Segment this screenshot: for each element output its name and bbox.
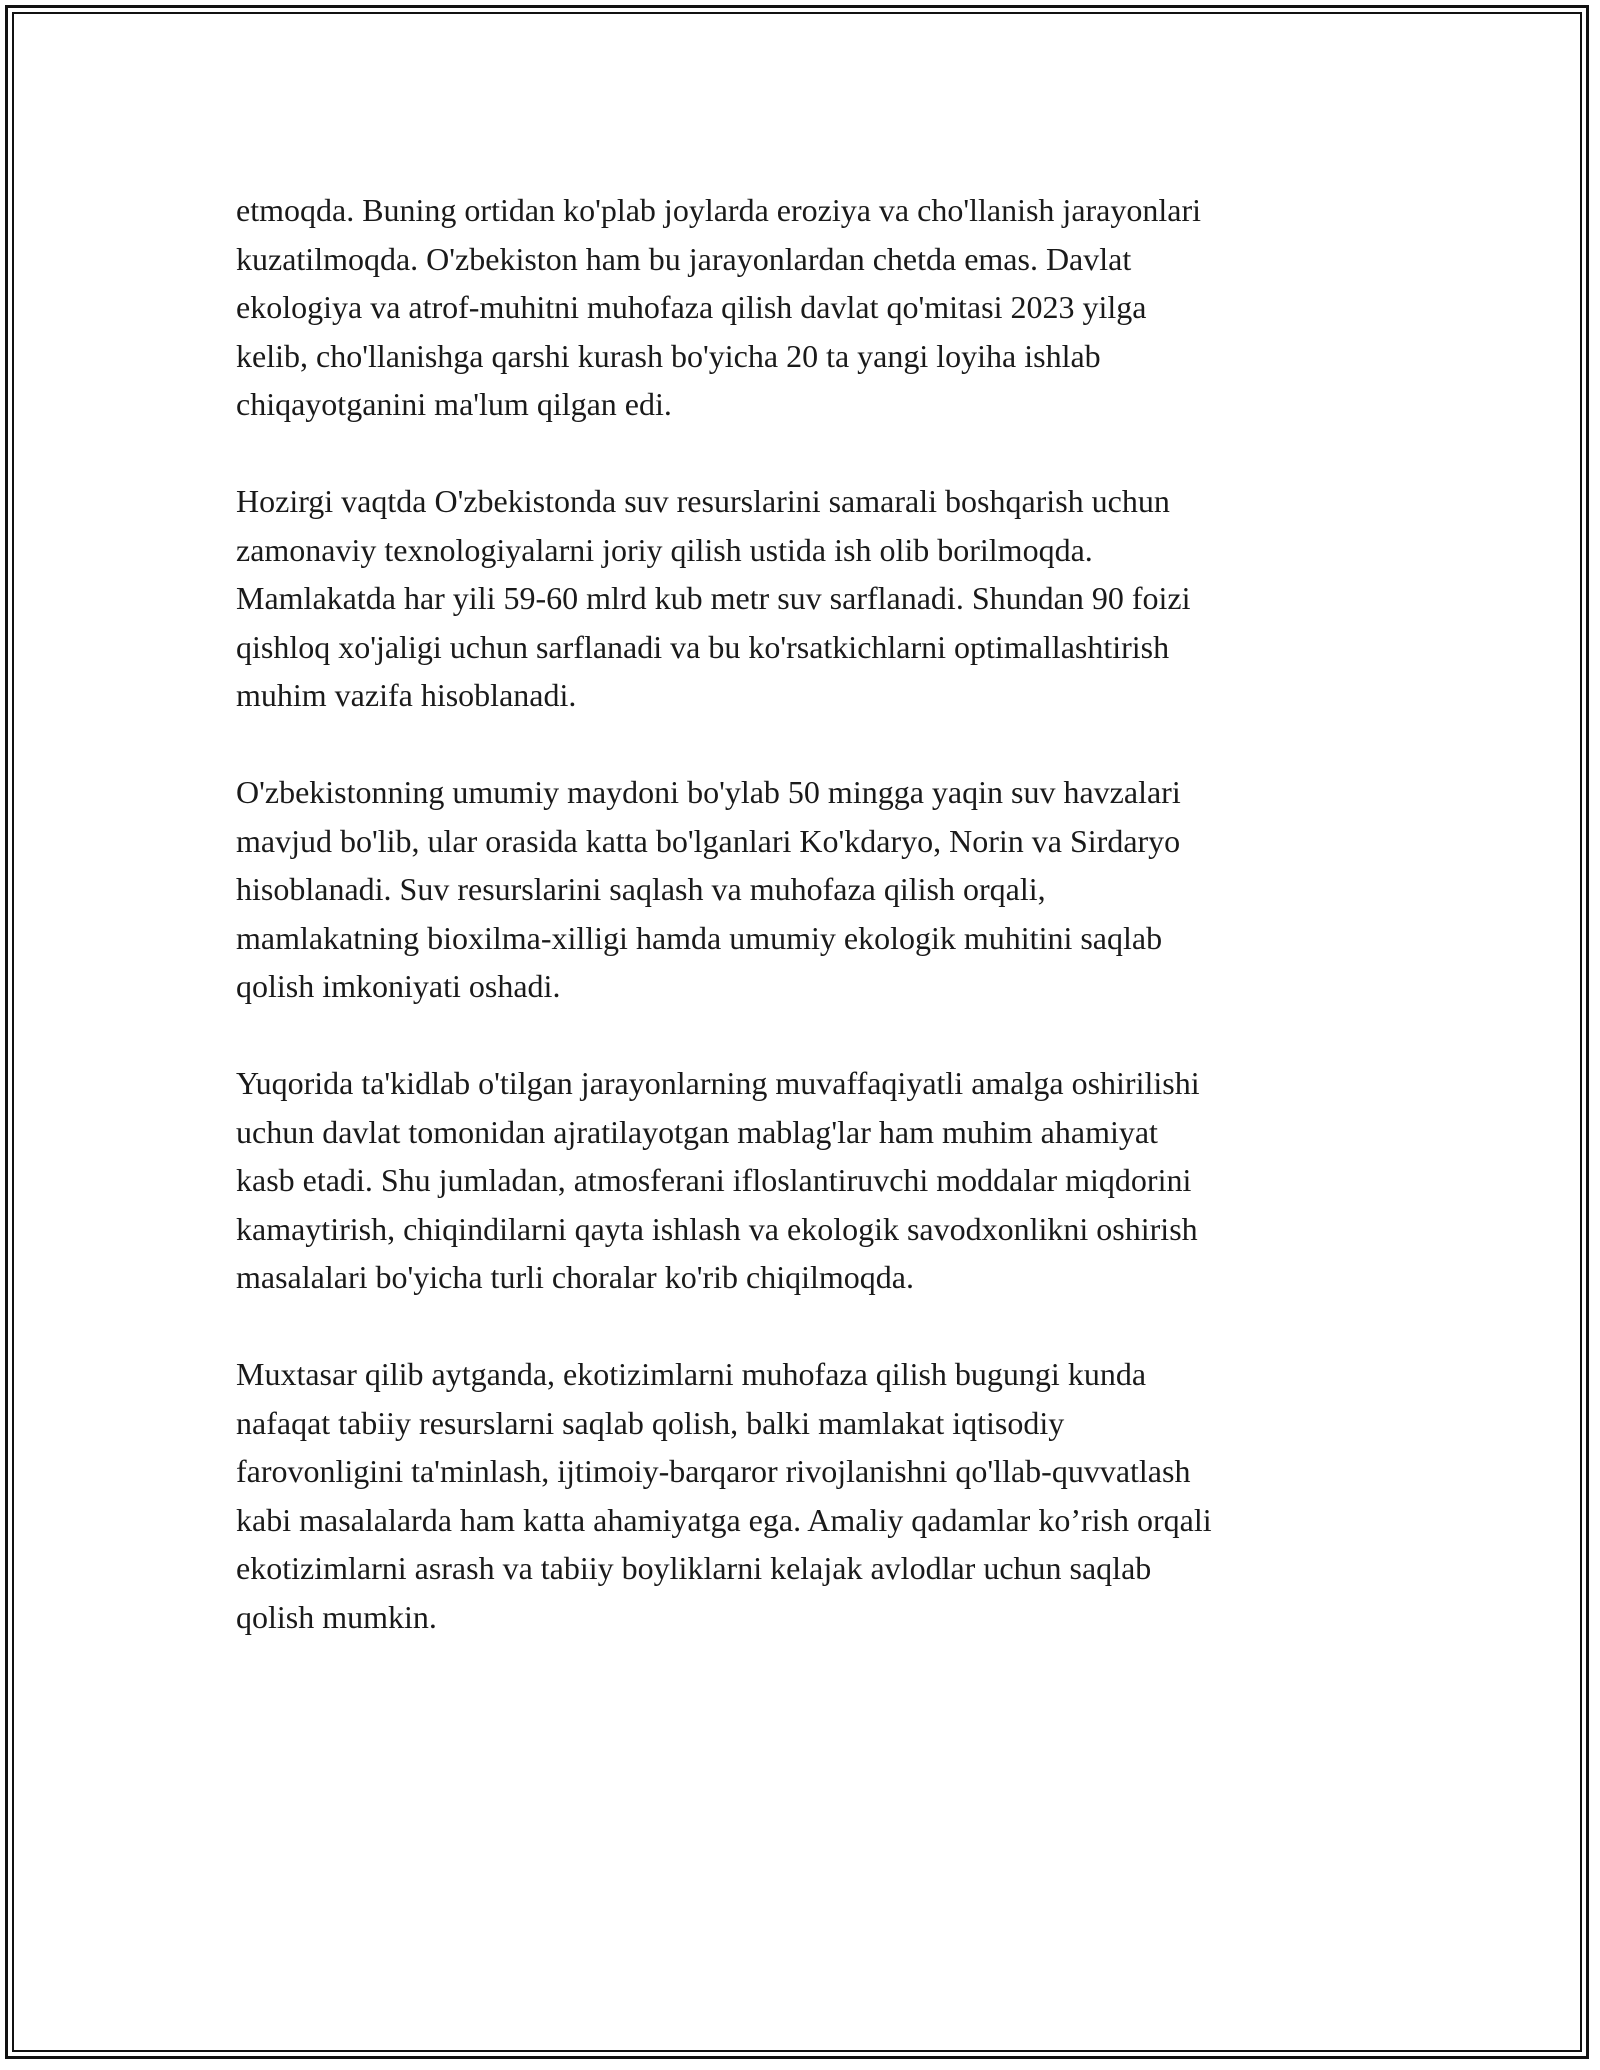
text-line: kabi masalalarda ham katta ahamiyatga ega. Amaliy qadamlar ko’rish orqali (236, 1501, 1212, 1538)
text-line: zamonaviy texnologiyalarni joriy qilish ustida ish olib borilmoqda. (236, 531, 1093, 568)
paragraph-3 (236, 768, 1376, 1011)
text-line: ekologiya va atrof-muhitni muhofaza qilish davlat qo'mitasi 2023 yilga (236, 289, 1147, 325)
text-line: kasb etadi. Shu jumladan, atmosferani ifloslantiruvchi moddalar miqdorini (236, 1162, 1192, 1198)
text-line: farovonligini ta'minlash, ijtimoiy-barqaror rivojlanishni qo'llab-quvvatlash (236, 1453, 1191, 1489)
text-line: hisoblanadi. Suv resurslarini saqlash va muhofaza qilish orqali, (236, 871, 1046, 907)
text-line: uchun davlat tomonidan ajratilayotgan mablag'lar ham muhim ahamiyat (236, 1113, 1158, 1150)
text-line: muhim vazifa hisoblanadi. (236, 677, 577, 713)
text-line: mamlakatning bioxilma-xilligi hamda umumiy ekologik muhitini saqlab (236, 919, 1163, 956)
text-line: Mamlakatda har yili 59-60 mlrd kub metr suv sarflanadi. Shundan 90 foizi (236, 580, 1191, 616)
text-line: qishloq xo'jaligi uchun sarflanadi va bu ko'rsatkichlarni optimallashtirish (236, 628, 1170, 665)
text-line: Muxtasar qilib aytganda, ekotizimlarni muhofaza qilish bugungi kunda (236, 1356, 1147, 1392)
text-line: ekotizimlarni asrash va tabiiy boyliklarni kelajak avlodlar uchun saqlab (236, 1550, 1152, 1586)
text-line: kelib, cho'llanishga qarshi kurash bo'yicha 20 ta yangi loyiha ishlab (236, 337, 1101, 374)
text-line: O'zbekistonning umumiy maydoni bo'ylab 50 mingga yaqin suv havzalari (236, 774, 1181, 810)
document-body (236, 186, 1376, 1690)
text-line: Yuqorida ta'kidlab o'tilgan jarayonlarning muvaffaqiyatli amalga oshirilishi (236, 1065, 1200, 1101)
text-line: qolish mumkin. (236, 1598, 437, 1635)
text-line: nafaqat tabiiy resurslarni saqlab qolish, balki mamlakat iqtisodiy (236, 1404, 1065, 1441)
text-line: chiqayotganini ma'lum qilgan edi. (236, 386, 672, 422)
paragraph-1 (236, 186, 1376, 429)
paragraph-2 (236, 477, 1376, 720)
text-line: kamaytirish, chiqindilarni qayta ishlash va ekologik savodxonlikni oshirish (236, 1210, 1198, 1247)
paragraph-5 (236, 1350, 1376, 1641)
text-line: qolish imkoniyati oshadi. (236, 968, 561, 1004)
text-line: etmoqda. Buning ortidan ko'plab joylarda eroziya va cho'llanish jarayonlari (236, 192, 1202, 228)
text-line: masalalari bo'yicha turli choralar ko'rib chiqilmoqda. (236, 1259, 914, 1295)
text-line: kuzatilmoqda. O'zbekiston ham bu jarayonlardan chetda emas. Davlat (236, 240, 1132, 277)
text-line: mavjud bo'lib, ular orasida katta bo'lganlari Ko'kdaryo, Norin va Sirdaryo (236, 822, 1181, 859)
text-line: Hozirgi vaqtda O'zbekistonda suv resurslarini samarali boshqarish uchun (236, 483, 1170, 519)
paragraph-4 (236, 1059, 1376, 1302)
